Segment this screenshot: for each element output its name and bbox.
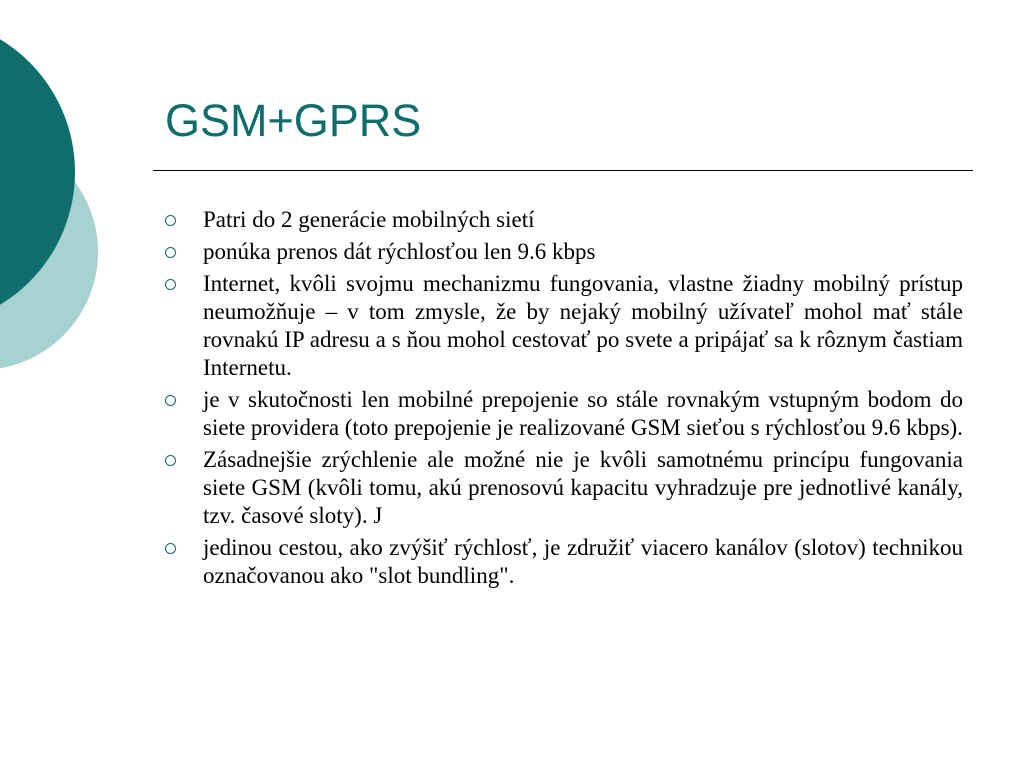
bullet-text: Patri do 2 generácie mobilných sietí — [203, 207, 535, 232]
bullet-item — [160, 534, 963, 590]
bullet-item — [160, 270, 963, 382]
bullet-text: Internet, kvôli svojmu mechanizmu fungovania, vlastne žiadny mobilný prístup neumožňuje – v tom zmysle, že by nejaký mobilný užívateľ mohol mať stále rovnakú IP adresu a s ňou mohol cestovať po svete a pripájať sa k rôznym častiam Internetu. — [203, 271, 963, 380]
slide-title: GSM+GPRS — [165, 95, 422, 146]
bullet-item — [160, 386, 963, 442]
bullet-item — [160, 238, 963, 266]
bullet-text: ponúka prenos dát rýchlosťou len 9.6 kbps — [203, 239, 596, 264]
bullet-list — [160, 206, 963, 594]
bullet-circle-icon — [165, 395, 176, 406]
bullet-text: Zásadnejšie zrýchlenie ale možné nie je kvôli samotnému princípu fungovania siete GSM (kvôli tomu, akú prenosovú kapacitu vyhradzuje pre jednotlivé kanály, tzv. časové sloty). J — [203, 447, 963, 528]
bullet-circle-icon — [165, 455, 176, 466]
bullet-circle-icon — [165, 279, 176, 290]
bullet-text: je v skutočnosti len mobilné prepojenie so stále rovnakým vstupným bodom do siete providera (toto prepojenie je realizované GSM sieťou s rýchlosťou 9.6 kbps). — [203, 387, 963, 440]
bullet-text: jedinou cestou, ako zvýšiť rýchlosť, je združiť viacero kanálov (slotov) technikou označovanou ako "slot bundling". — [203, 535, 963, 588]
bullet-circle-icon — [165, 543, 176, 554]
bullet-item — [160, 206, 963, 234]
bullet-item — [160, 446, 963, 530]
title-divider — [153, 170, 973, 171]
bullet-circle-icon — [165, 215, 176, 226]
decorative-circles — [0, 0, 110, 420]
bullet-circle-icon — [165, 247, 176, 258]
